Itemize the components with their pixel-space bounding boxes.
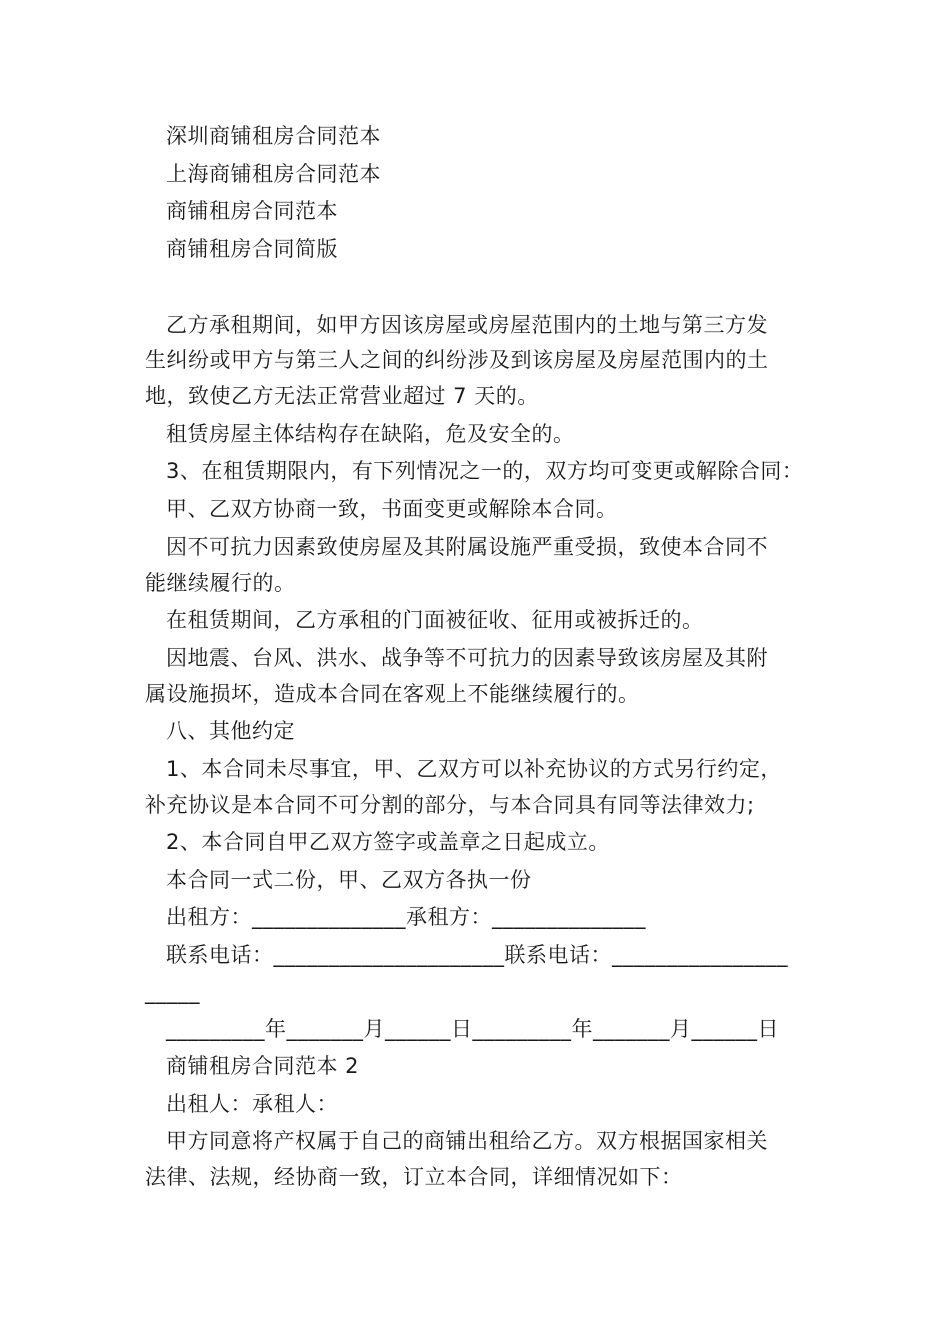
paragraph-line: 乙方承租期间，如甲方因该房屋或房屋范围内的土地与第三方发 — [166, 313, 768, 337]
paragraph-line: 1、本合同未尽事宜，甲、乙双方可以补充协议的方式另行约定， — [166, 757, 782, 781]
paragraph-line: 甲方同意将产权属于自己的商铺出租给乙方。双方根据国家相关 — [166, 1129, 768, 1153]
related-link-shenzhen[interactable]: 深圳商铺租房合同范本 — [166, 124, 381, 148]
paragraph-line: 地，致使乙方无法正常营业超过 7 天的。 — [145, 384, 539, 408]
paragraph-line: 生纠纷或甲方与第三人之间的纠纷涉及到该房屋及房屋范围内的土 — [145, 348, 769, 372]
related-link-shanghai[interactable]: 上海商铺租房合同范本 — [166, 162, 381, 186]
paragraph-line: 甲、乙双方协商一致，书面变更或解除本合同。 — [166, 497, 618, 521]
signature-phone-continuation: _____ — [145, 980, 200, 1004]
related-link-simple[interactable]: 商铺租房合同简版 — [166, 237, 338, 261]
paragraph-line: 法律、法规，经协商一致，订立本合同，详细情况如下： — [145, 1165, 683, 1189]
related-link-template[interactable]: 商铺租房合同范本 — [166, 199, 338, 223]
paragraph-line: 属设施损坏，造成本合同在客观上不能继续履行的。 — [145, 682, 640, 706]
section-title: 商铺租房合同范本 2 — [166, 1054, 360, 1078]
signature-parties-line: 出租方：______________承租方：______________ — [166, 905, 646, 929]
paragraph-line: 能继续履行的。 — [145, 571, 296, 595]
paragraph-line: 在租赁期间，乙方承租的门面被征收、征用或被拆迁的。 — [166, 608, 704, 632]
paragraph-line: 租赁房屋主体结构存在缺陷，危及安全的。 — [166, 422, 575, 446]
parties-line: 出租人：承租人： — [166, 1092, 338, 1116]
signature-date-line: _________年_______月______日_________年_______月______日 — [166, 1017, 779, 1041]
paragraph-line: 补充协议是本合同不可分割的部分，与本合同具有同等法律效力; — [145, 793, 755, 817]
paragraph-line: 本合同一式二份，甲、乙双方各执一份 — [166, 868, 532, 892]
paragraph-line: 因地震、台风、洪水、战争等不可抗力的因素导致该房屋及其附 — [166, 646, 768, 670]
paragraph-line: 因不可抗力因素致使房屋及其附属设施严重受损，致使本合同不 — [166, 535, 768, 559]
paragraph-line: 2、本合同自甲乙双方签字或盖章之日起成立。 — [166, 830, 610, 854]
section-heading: 八、其他约定 — [166, 719, 295, 743]
paragraph-line: 3、在租赁期限内，有下列情况之一的，双方均可变更或解除合同： — [166, 459, 804, 483]
signature-phone-line: 联系电话：_____________________联系电话：________________ — [166, 943, 788, 967]
